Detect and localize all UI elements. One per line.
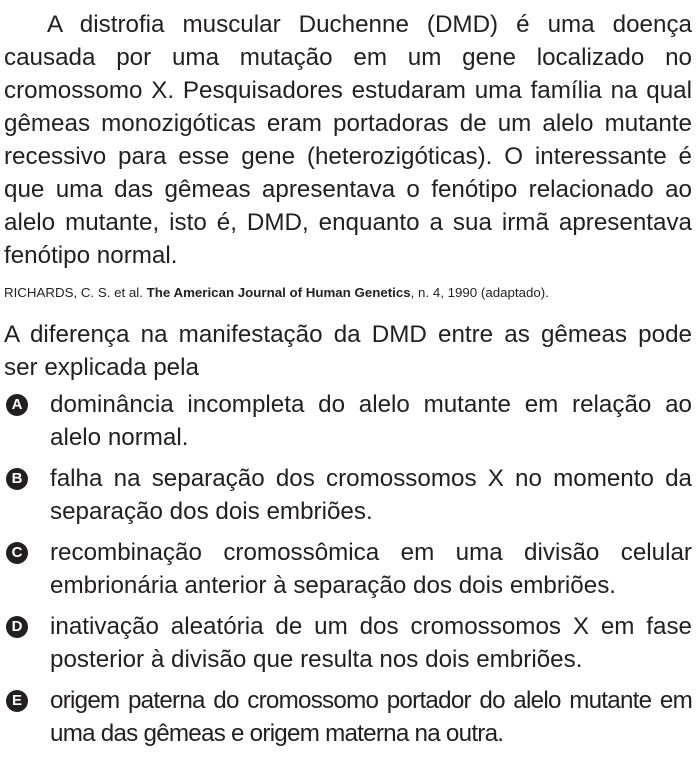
source-journal: The American Journal of Human Genetics bbox=[146, 285, 411, 300]
answer-options bbox=[4, 388, 692, 750]
option-d-text: inativação aleatória de um dos cromossomos X em fase posterior à divisão que resulta nos dois embriões. bbox=[50, 613, 692, 673]
option-e-badge: E bbox=[6, 690, 28, 712]
source-citation bbox=[4, 284, 692, 302]
option-b[interactable] bbox=[4, 462, 692, 528]
option-d[interactable] bbox=[4, 610, 692, 676]
option-d-badge: D bbox=[6, 616, 28, 638]
option-a-text: dominância incompleta do alelo mutante em relação ao alelo normal. bbox=[50, 391, 692, 451]
option-c-badge: C bbox=[6, 542, 28, 564]
option-e-text: origem paterna do cromossomo portador do alelo mutante em uma das gêmeas e origem materna na outra. bbox=[50, 687, 692, 747]
source-authors: RICHARDS, C. S. et al. bbox=[4, 285, 143, 300]
option-a[interactable] bbox=[4, 388, 692, 454]
option-a-badge: A bbox=[6, 394, 28, 416]
passage-text: A distrofia muscular Duchenne (DMD) é uma doença causada por uma mutação em um gene localizado no cromossomo X. Pesquisadores estudaram uma família na qual gêmeas monozigóticas eram portadoras de um alelo mutante recessivo para esse gene (heterozigóticas). O interessante é que uma das gêmeas apresentava o fenótipo relacionado ao alelo mutante, isto é, DMD, enquanto a sua irmã apresentava fenótipo normal. bbox=[4, 11, 692, 269]
source-details: , n. 4, 1990 (adaptado). bbox=[410, 285, 549, 300]
option-b-text: falha na separação dos cromossomos X no momento da separação dos dois embriões. bbox=[50, 465, 692, 525]
option-e[interactable] bbox=[4, 684, 692, 750]
question-stem: A diferença na manifestação da DMD entre as gêmeas pode ser explicada pela bbox=[4, 321, 692, 381]
option-b-badge: B bbox=[6, 468, 28, 490]
option-c-text: recombinação cromossômica em uma divisão celular embrionária anterior à separação dos dois embriões. bbox=[50, 539, 692, 599]
option-c[interactable] bbox=[4, 536, 692, 602]
